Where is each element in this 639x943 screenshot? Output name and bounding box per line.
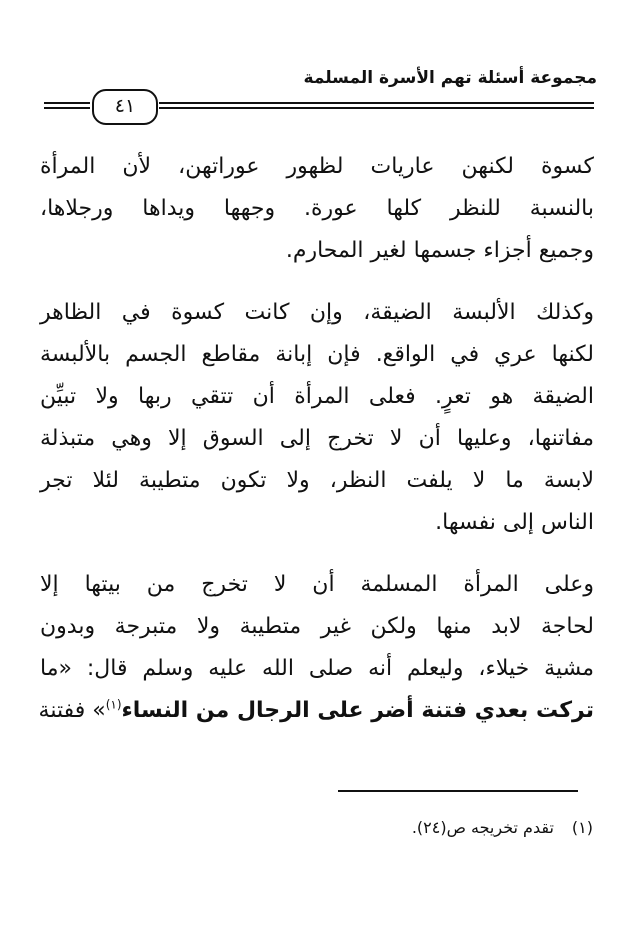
body-line: الناس إلى نفسها. — [435, 510, 594, 535]
footnote — [412, 818, 593, 837]
body-line: مشية خيلاء، وليعلم أنه صلى الله عليه وسلم قال: «ما — [40, 656, 594, 681]
body-line-hadith — [40, 690, 594, 732]
footnote-number: (١) — [571, 818, 593, 837]
running-header-title: مجموعة أسئلة تهم الأسرة المسلمة — [303, 68, 597, 88]
paragraph-gap — [40, 544, 594, 564]
footnote-separator — [338, 790, 578, 792]
body-line: وعلى المرأة المسلمة أن لا تخرج من بيتها إلا — [40, 572, 594, 597]
page-number: ٤١ — [92, 89, 158, 125]
body-line: الضيقة هو تعرٍ. فعلى المرأة أن تتقي ربها ولا تبيِّن — [40, 384, 594, 409]
body-line: لكنها عري في الواقع. فإن إبانة مقاطع الجسم بالألبسة — [40, 342, 594, 367]
body-line: كسوة لكنهن عاريات لظهور عوراتهن، لأن المرأة — [40, 154, 594, 179]
body-line: وكذلك الألبسة الضيقة، وإن كانت كسوة في الظاهر — [40, 300, 594, 325]
paragraph-gap — [40, 272, 594, 292]
body-line: لابسة ما لا يلفت النظر، ولا تكون متطيبة لئلا تجر — [40, 468, 594, 493]
header-rule-left — [44, 102, 90, 109]
hadith-text: تركت بعدي فتنة أضر على الرجال من النساء — [121, 698, 594, 723]
body-line: وجميع أجزاء جسمها لغير المحارم. — [285, 238, 594, 263]
body-text — [40, 146, 594, 732]
body-line: بالنسبة للنظر كلها عورة. وجهها ويداها ورجلاها، — [40, 196, 594, 221]
body-line: لحاجة لابد منها ولكن غير متطيبة ولا متبرجة وبدون — [40, 614, 594, 639]
footnote-marker: (١) — [105, 697, 122, 712]
footnote-text: تقدم تخريجه ص(٢٤). — [411, 818, 554, 837]
header-rule-right — [159, 102, 594, 109]
body-line: مفاتنها، وعليها أن لا تخرج إلى السوق إلا وهي متبذلة — [40, 426, 594, 451]
body-line-tail: » ففتنة — [38, 698, 106, 723]
